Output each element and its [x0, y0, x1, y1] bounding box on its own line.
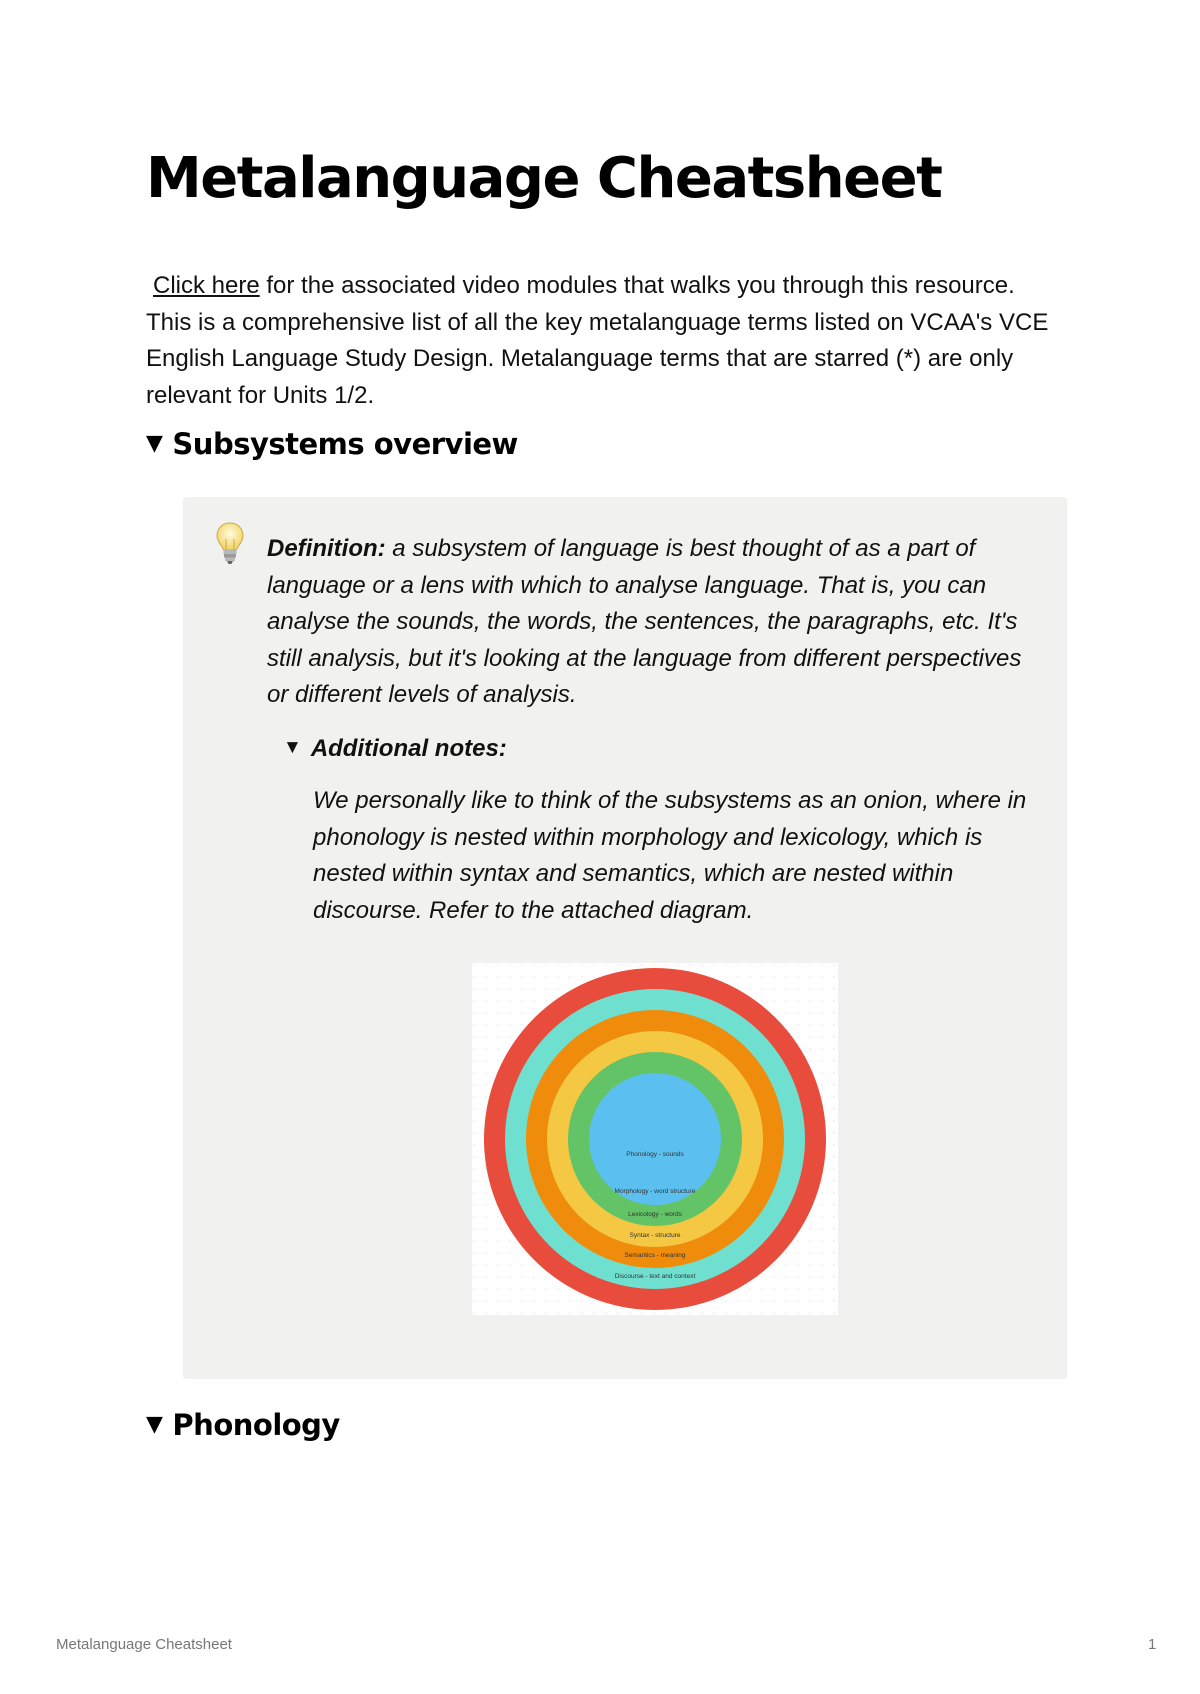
- intro-text: for the associated video modules that walks you through this resource. This is a comprehensive list of all the key metalanguage terms listed on VCAA's VCE English Language Study Design. Metalanguage terms that are starred (*) are only relevant for Units 1/2.: [146, 272, 1049, 409]
- definition-label: Definition:: [267, 535, 386, 562]
- section-title-subsystems: Subsystems overview: [172, 427, 518, 461]
- toggle-additional-notes[interactable]: [283, 735, 507, 763]
- definition-callout: [183, 497, 1067, 1379]
- intro-paragraph: [146, 268, 1066, 414]
- video-modules-link[interactable]: Click here: [153, 272, 260, 299]
- diagram-ring: [589, 1073, 721, 1205]
- diagram-label: Syntax - structure: [629, 1232, 681, 1239]
- toggle-subsystems-overview[interactable]: [146, 427, 518, 461]
- diagram-label: Discourse - text and context: [614, 1273, 696, 1280]
- toggle-triangle-icon[interactable]: ▼: [146, 430, 163, 456]
- page-number: 1: [1148, 1636, 1157, 1653]
- definition-text: [267, 531, 1037, 714]
- section-title-phonology: Phonology: [172, 1408, 340, 1442]
- diagram-label: Morphology - word structure: [614, 1188, 696, 1195]
- additional-notes-text: We personally like to think of the subsystems as an onion, where in phonology is nested within morphology and lexicology, which is nested within syntax and semantics, which are nested within discourse. Refer to the attached diagram.: [313, 787, 1027, 924]
- additional-notes-label: Additional notes:: [310, 735, 507, 762]
- definition-body: a subsystem of language is best thought of as a part of language or a lens with which to analyse language. That is, you can analyse the sounds, the words, the sentences, the paragraphs, etc. It's still analysis, but it's looking at the language from different perspectives or different levels of analysis.: [267, 535, 1022, 708]
- subsystems-onion-diagram: [472, 963, 838, 1315]
- diagram-label: Phonology - sounds: [626, 1151, 684, 1158]
- diagram-label: Semantics - meaning: [624, 1252, 686, 1259]
- toggle-triangle-icon[interactable]: ▼: [283, 737, 302, 758]
- page-title: Metalanguage Cheatsheet: [146, 146, 942, 211]
- toggle-triangle-icon[interactable]: ▼: [146, 1411, 163, 1437]
- toggle-phonology[interactable]: [146, 1408, 340, 1442]
- footer-title: Metalanguage Cheatsheet: [56, 1636, 232, 1653]
- diagram-label: Lexicology - words: [628, 1211, 682, 1218]
- lightbulb-icon: [215, 521, 245, 565]
